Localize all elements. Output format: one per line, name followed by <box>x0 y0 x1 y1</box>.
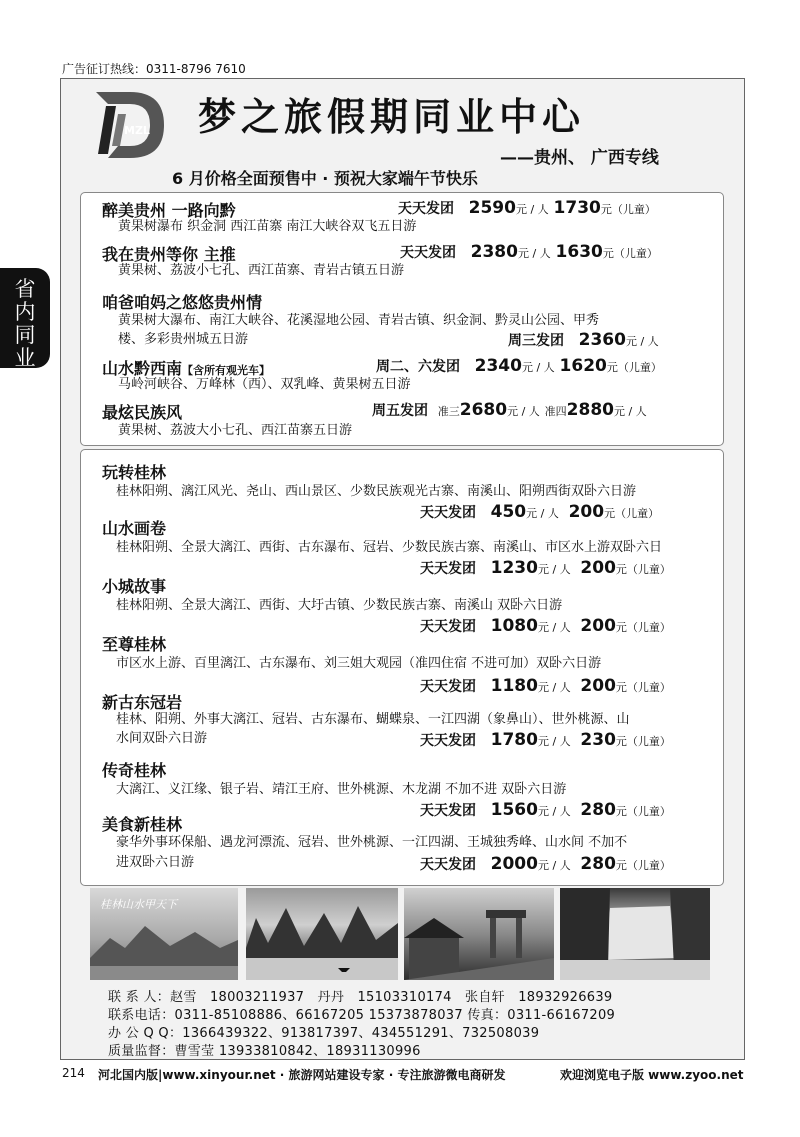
child-price: 200 <box>580 616 616 636</box>
route-desc: 桂林阳朔、漓江风光、尧山、西山景区、少数民族观光古寨、南溪山、阳朔西街双卧六日游 <box>116 484 637 499</box>
adult-price: 2360 <box>578 330 626 350</box>
presale-banner: 6 月价格全面预售中 · 预祝大家端午节快乐 <box>172 169 478 188</box>
price-unit: 元 / 人 <box>515 203 549 216</box>
tier-label: 准三 <box>437 405 460 418</box>
child-unit: 元（儿童） <box>615 681 671 694</box>
route-price <box>420 730 671 750</box>
child-price: 1620 <box>559 356 607 376</box>
route-name-tag: 【含所有观光车】 <box>182 364 271 377</box>
logo-text: MZL <box>124 124 150 137</box>
child-price: 200 <box>568 502 605 522</box>
route-name: 醉美贵州 一路向黔 <box>102 201 236 220</box>
adult-price: 2000 <box>490 854 538 874</box>
route-desc: 桂林、阳朔、外事大漓江、冠岩、古东瀑布、蝴蝶泉、一江四湖（象鼻山）、世外桃源、山 <box>116 712 630 727</box>
route-price <box>420 502 659 522</box>
price-unit: 元 / 人 <box>521 361 555 374</box>
route-name: 至尊桂林 <box>102 635 167 654</box>
side-tab-char: 省 <box>14 277 36 301</box>
tier-price: 2680 <box>459 400 508 420</box>
route-desc: 大漓江、义江缘、银子岩、靖江王府、世外桃源、木龙湖 不加不进 双卧六日游 <box>116 782 567 797</box>
child-unit: 元（儿童） <box>604 507 660 520</box>
adult-price: 1560 <box>490 800 538 820</box>
route-schedule: 周三发团 <box>508 333 564 349</box>
route-schedule: 天天发团 <box>420 857 476 873</box>
footer-left-text: 河北国内版|www.xinyour.net · 旅游网站建设专家 · 专注旅游微电商研发 <box>98 1068 506 1082</box>
adult-price: 1780 <box>490 730 538 750</box>
route-desc: 黄果树瀑布 织金洞 西江苗寨 南江大峡谷双飞五日游 <box>118 219 417 234</box>
route-desc: 进双卧六日游 <box>116 855 195 870</box>
route-price <box>420 676 671 696</box>
side-tab-label <box>0 268 50 368</box>
child-unit: 元（儿童） <box>615 735 671 748</box>
price-unit: 元 / 人 <box>507 405 540 418</box>
contact-people: 联 系 人：赵雪 18003211937 丹丹 15103310174 张自轩 18932926639 <box>108 990 613 1005</box>
ad-hotline: 广告征订热线：0311-8796 7610 <box>62 62 246 76</box>
price-unit: 元 / 人 <box>526 507 559 520</box>
route-schedule: 天天发团 <box>398 201 454 217</box>
route-price <box>508 330 659 350</box>
quality-supervision: 质量监督：曹雪莹 13933810842、18931130996 <box>108 1044 421 1059</box>
route-name: 传奇桂林 <box>102 761 167 780</box>
child-price: 230 <box>580 730 616 750</box>
route-schedule: 周五发团 <box>372 403 428 419</box>
child-unit: 元（儿童） <box>606 361 662 374</box>
route-desc: 豪华外事环保船、遇龙河漂流、冠岩、世外桃源、一江四湖、王城独秀峰、山水间 不加不 <box>116 835 628 850</box>
child-price: 1730 <box>553 198 601 218</box>
route-name: 玩转桂林 <box>102 463 167 482</box>
route-name-text: 山水黔西南 <box>102 359 183 378</box>
child-price: 280 <box>580 800 616 820</box>
tier-label: 准四 <box>544 405 567 418</box>
route-price <box>420 558 671 578</box>
route-name: 山水画卷 <box>102 519 167 538</box>
route-desc: 市区水上游、百里漓江、古东瀑布、刘三姐大观园（准四住宿 不进可加）双卧六日游 <box>116 656 602 671</box>
adult-price: 1230 <box>490 558 538 578</box>
child-unit: 元（儿童） <box>615 621 671 634</box>
route-schedule: 天天发团 <box>400 245 456 261</box>
karst-river-photo <box>246 888 398 980</box>
tier-price: 2880 <box>566 400 614 420</box>
child-price: 280 <box>580 854 616 874</box>
contact-qq: 办 公 Q Q：1366439322、913817397、434551291、732508039 <box>108 1026 540 1041</box>
page-subtitle: ——贵州、 广西专线 <box>500 148 659 168</box>
ancient-town-photo <box>404 888 554 980</box>
price-unit: 元 / 人 <box>537 735 571 748</box>
route-price <box>398 198 656 218</box>
adult-price: 1180 <box>490 676 538 696</box>
route-desc: 黄果树、荔波小七孔、西江苗寨、青岩古镇五日游 <box>118 263 405 278</box>
route-price <box>420 854 671 874</box>
price-unit: 元 / 人 <box>537 621 571 634</box>
route-schedule: 天天发团 <box>420 505 476 521</box>
route-schedule: 天天发团 <box>420 561 476 577</box>
route-desc: 黄果树、荔波大小七孔、西江苗寨五日游 <box>118 423 353 438</box>
guilin-landscape-photo <box>90 888 238 980</box>
route-name: 新古东冠岩 <box>102 693 183 712</box>
side-tab-char: 内 <box>14 300 36 324</box>
footer-right-text: 欢迎浏览电子版 www.zyoo.net <box>560 1068 744 1082</box>
route-price <box>420 800 671 820</box>
route-desc: 楼、多彩贵州城五日游 <box>118 332 249 347</box>
adult-price: 1080 <box>490 616 538 636</box>
child-price: 1630 <box>555 242 603 262</box>
route-desc: 桂林阳朔、全景大漓江、西街、大圩古镇、少数民族古寨、南溪山 双卧六日游 <box>116 598 563 613</box>
route-schedule: 周二、六发团 <box>376 359 460 375</box>
price-unit: 元 / 人 <box>517 247 551 260</box>
photo-caption: 桂林山水甲天下 <box>100 898 177 911</box>
child-unit: 元（儿童） <box>615 805 671 818</box>
side-tab-char: 业 <box>14 346 36 370</box>
price-unit: 元 / 人 <box>537 563 571 576</box>
child-price: 200 <box>580 558 616 578</box>
route-name: 美食新桂林 <box>102 815 183 834</box>
route-name: 咱爸咱妈之悠悠贵州情 <box>102 293 263 312</box>
adult-price: 2380 <box>470 242 518 262</box>
side-tab-char: 同 <box>14 323 36 347</box>
child-price: 200 <box>580 676 616 696</box>
route-name: 我在贵州等你 主推 <box>102 245 236 264</box>
contact-phones: 联系电话：0311-85108886、66167205 15373878037 传真：0311-66167209 <box>108 1008 616 1023</box>
price-unit: 元 / 人 <box>613 405 647 418</box>
route-price <box>372 400 647 420</box>
adult-price: 2340 <box>474 356 522 376</box>
route-schedule: 天天发团 <box>420 679 476 695</box>
page-number: 214 <box>62 1066 85 1080</box>
route-price <box>400 242 658 262</box>
route-name: 最炫民族风 <box>102 403 183 422</box>
route-desc: 马岭河峡谷、万峰林（西）、双乳峰、黄果树五日游 <box>118 377 411 392</box>
route-desc: 桂林阳朔、全景大漓江、西街、古东瀑布、冠岩、少数民族古寨、南溪山、市区水上游双卧六日 <box>116 540 663 555</box>
price-unit: 元 / 人 <box>537 859 571 872</box>
price-unit: 元 / 人 <box>625 335 659 348</box>
child-unit: 元（儿童） <box>602 247 658 260</box>
page-title: 梦之旅假期同业中心 <box>198 95 586 139</box>
route-schedule: 天天发团 <box>420 803 476 819</box>
brand-logo-icon <box>88 84 170 166</box>
route-price <box>420 616 671 636</box>
route-schedule: 天天发团 <box>420 619 476 635</box>
route-price <box>376 356 662 376</box>
route-desc: 黄果树大瀑布、南江大峡谷、花溪湿地公园、青岩古镇、织金洞、黔灵山公园、甲秀 <box>118 313 600 328</box>
child-unit: 元（儿童） <box>615 563 671 576</box>
child-unit: 元（儿童） <box>600 203 656 216</box>
adult-price: 450 <box>490 502 527 522</box>
price-unit: 元 / 人 <box>537 805 571 818</box>
route-schedule: 天天发团 <box>420 733 476 749</box>
waterfall-photo <box>560 888 710 980</box>
price-unit: 元 / 人 <box>537 681 571 694</box>
route-desc: 水间双卧六日游 <box>116 731 208 746</box>
route-name: 小城故事 <box>102 577 167 596</box>
child-unit: 元（儿童） <box>615 859 671 872</box>
adult-price: 2590 <box>468 198 516 218</box>
